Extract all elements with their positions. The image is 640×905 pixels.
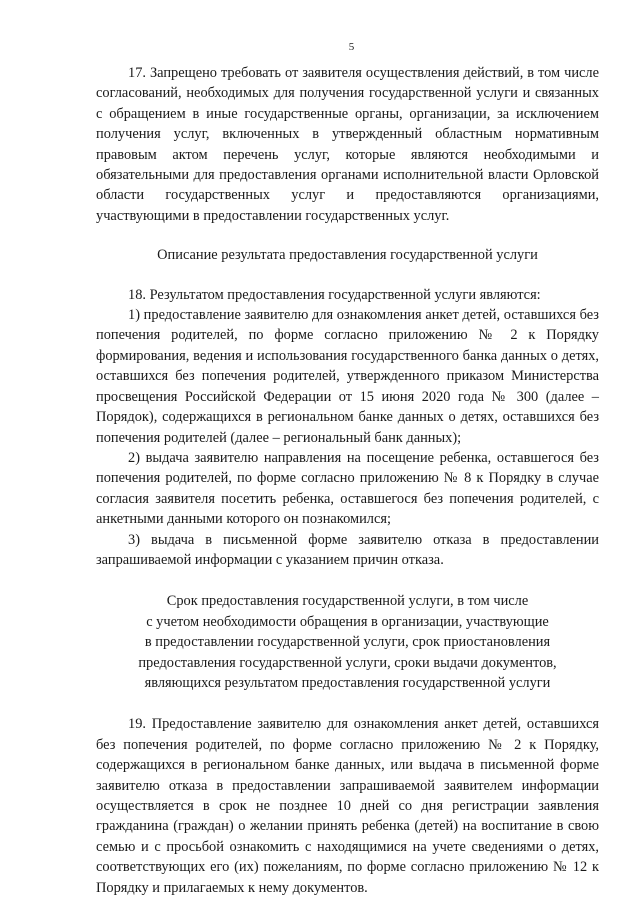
spacer (96, 266, 599, 285)
paragraph-18: 18. Результатом предоставления государственной услуги являются: (128, 286, 541, 303)
paragraph-18-item-3: 3) выдача в письменной форме заявителю отказа в предоставлении запрашиваемой информации с указанием причин отказа. (96, 531, 599, 568)
paragraph-18-item-2: 2) выдача заявителю направления на посещение ребенка, оставшегося без попечения родителей, по форме согласно приложению № 8 к Порядку в случае согласия заявителя посетить ребенка, оставшегося без попечения родителей, с анкетными данными которого он познакомился; (96, 449, 599, 528)
spacer (96, 226, 599, 245)
section-heading-term-line: с учетом необходимости обращения в организации, участвующие (146, 613, 549, 630)
spacer (96, 693, 599, 714)
section-heading-term-line: Срок предоставления государственной услуги, в том числе (166, 593, 529, 610)
paragraph-18-item-1: 1) предоставление заявителю для ознакомления анкет детей, оставшихся без попечения родителей, по форме согласно приложению № 2 к Порядку формирования, ведения и использования государственного банка данных о детях, оставшихся без попечения родителей, утвержденного приказом Министерства просвещения Российской Федерации от 15 июня 2020 года № 300 (далее – Порядок), содержащихся в региональном банке данных о детях, оставшихся без попечения родителей (далее – региональный банк данных); (96, 307, 599, 446)
paragraph-19: 19. Предоставление заявителю для ознакомления анкет детей, оставшихся без попечения родителей, по форме согласно приложению № 2 к Порядку, содержащихся в региональном банке данных, или выдача в письменной форме заявителю отказа в предоставлении запрашиваемой заявителем информации осуществляется в срок не позднее 10 дней со дня регистрации заявления гражданина (граждан) о желании принять ребенка (детей) на воспитание в свою семью и с просьбой ознакомить с находящимися на учете сведениями о детях, соответствующих его (их) пожеланиям, по форме согласно приложению № 12 к Порядку и прилагаемых к нему документов. (96, 716, 599, 896)
section-heading-term (96, 591, 599, 693)
document-page (96, 40, 599, 898)
paragraph-17: 17. Запрещено требовать от заявителя осуществления действий, в том числе согласований, необходимых для получения государственной услуги и связанных с обращением в иные государственные органы, организации, за исключением получения услуг, включенных в утвержденный областным нормативным правовым актом перечень услуг, которые являются необходимыми и обязательными для предоставления органами исполнительной власти Орловской области государственных услуг и предоставляются организациями, участвующими в предоставлении государственных услуг. (96, 65, 599, 224)
spacer (96, 570, 599, 591)
section-heading-result: Описание результата предоставления государственной услуги (157, 247, 538, 264)
section-heading-term-line: в предоставлении государственной услуги, срок приостановления (144, 634, 551, 651)
page-number: 5 (348, 41, 355, 53)
section-heading-term-line: являющихся результатом предоставления государственной услуги (144, 674, 551, 691)
section-heading-term-line: предоставления государственной услуги, сроки выдачи документов, (138, 654, 557, 671)
